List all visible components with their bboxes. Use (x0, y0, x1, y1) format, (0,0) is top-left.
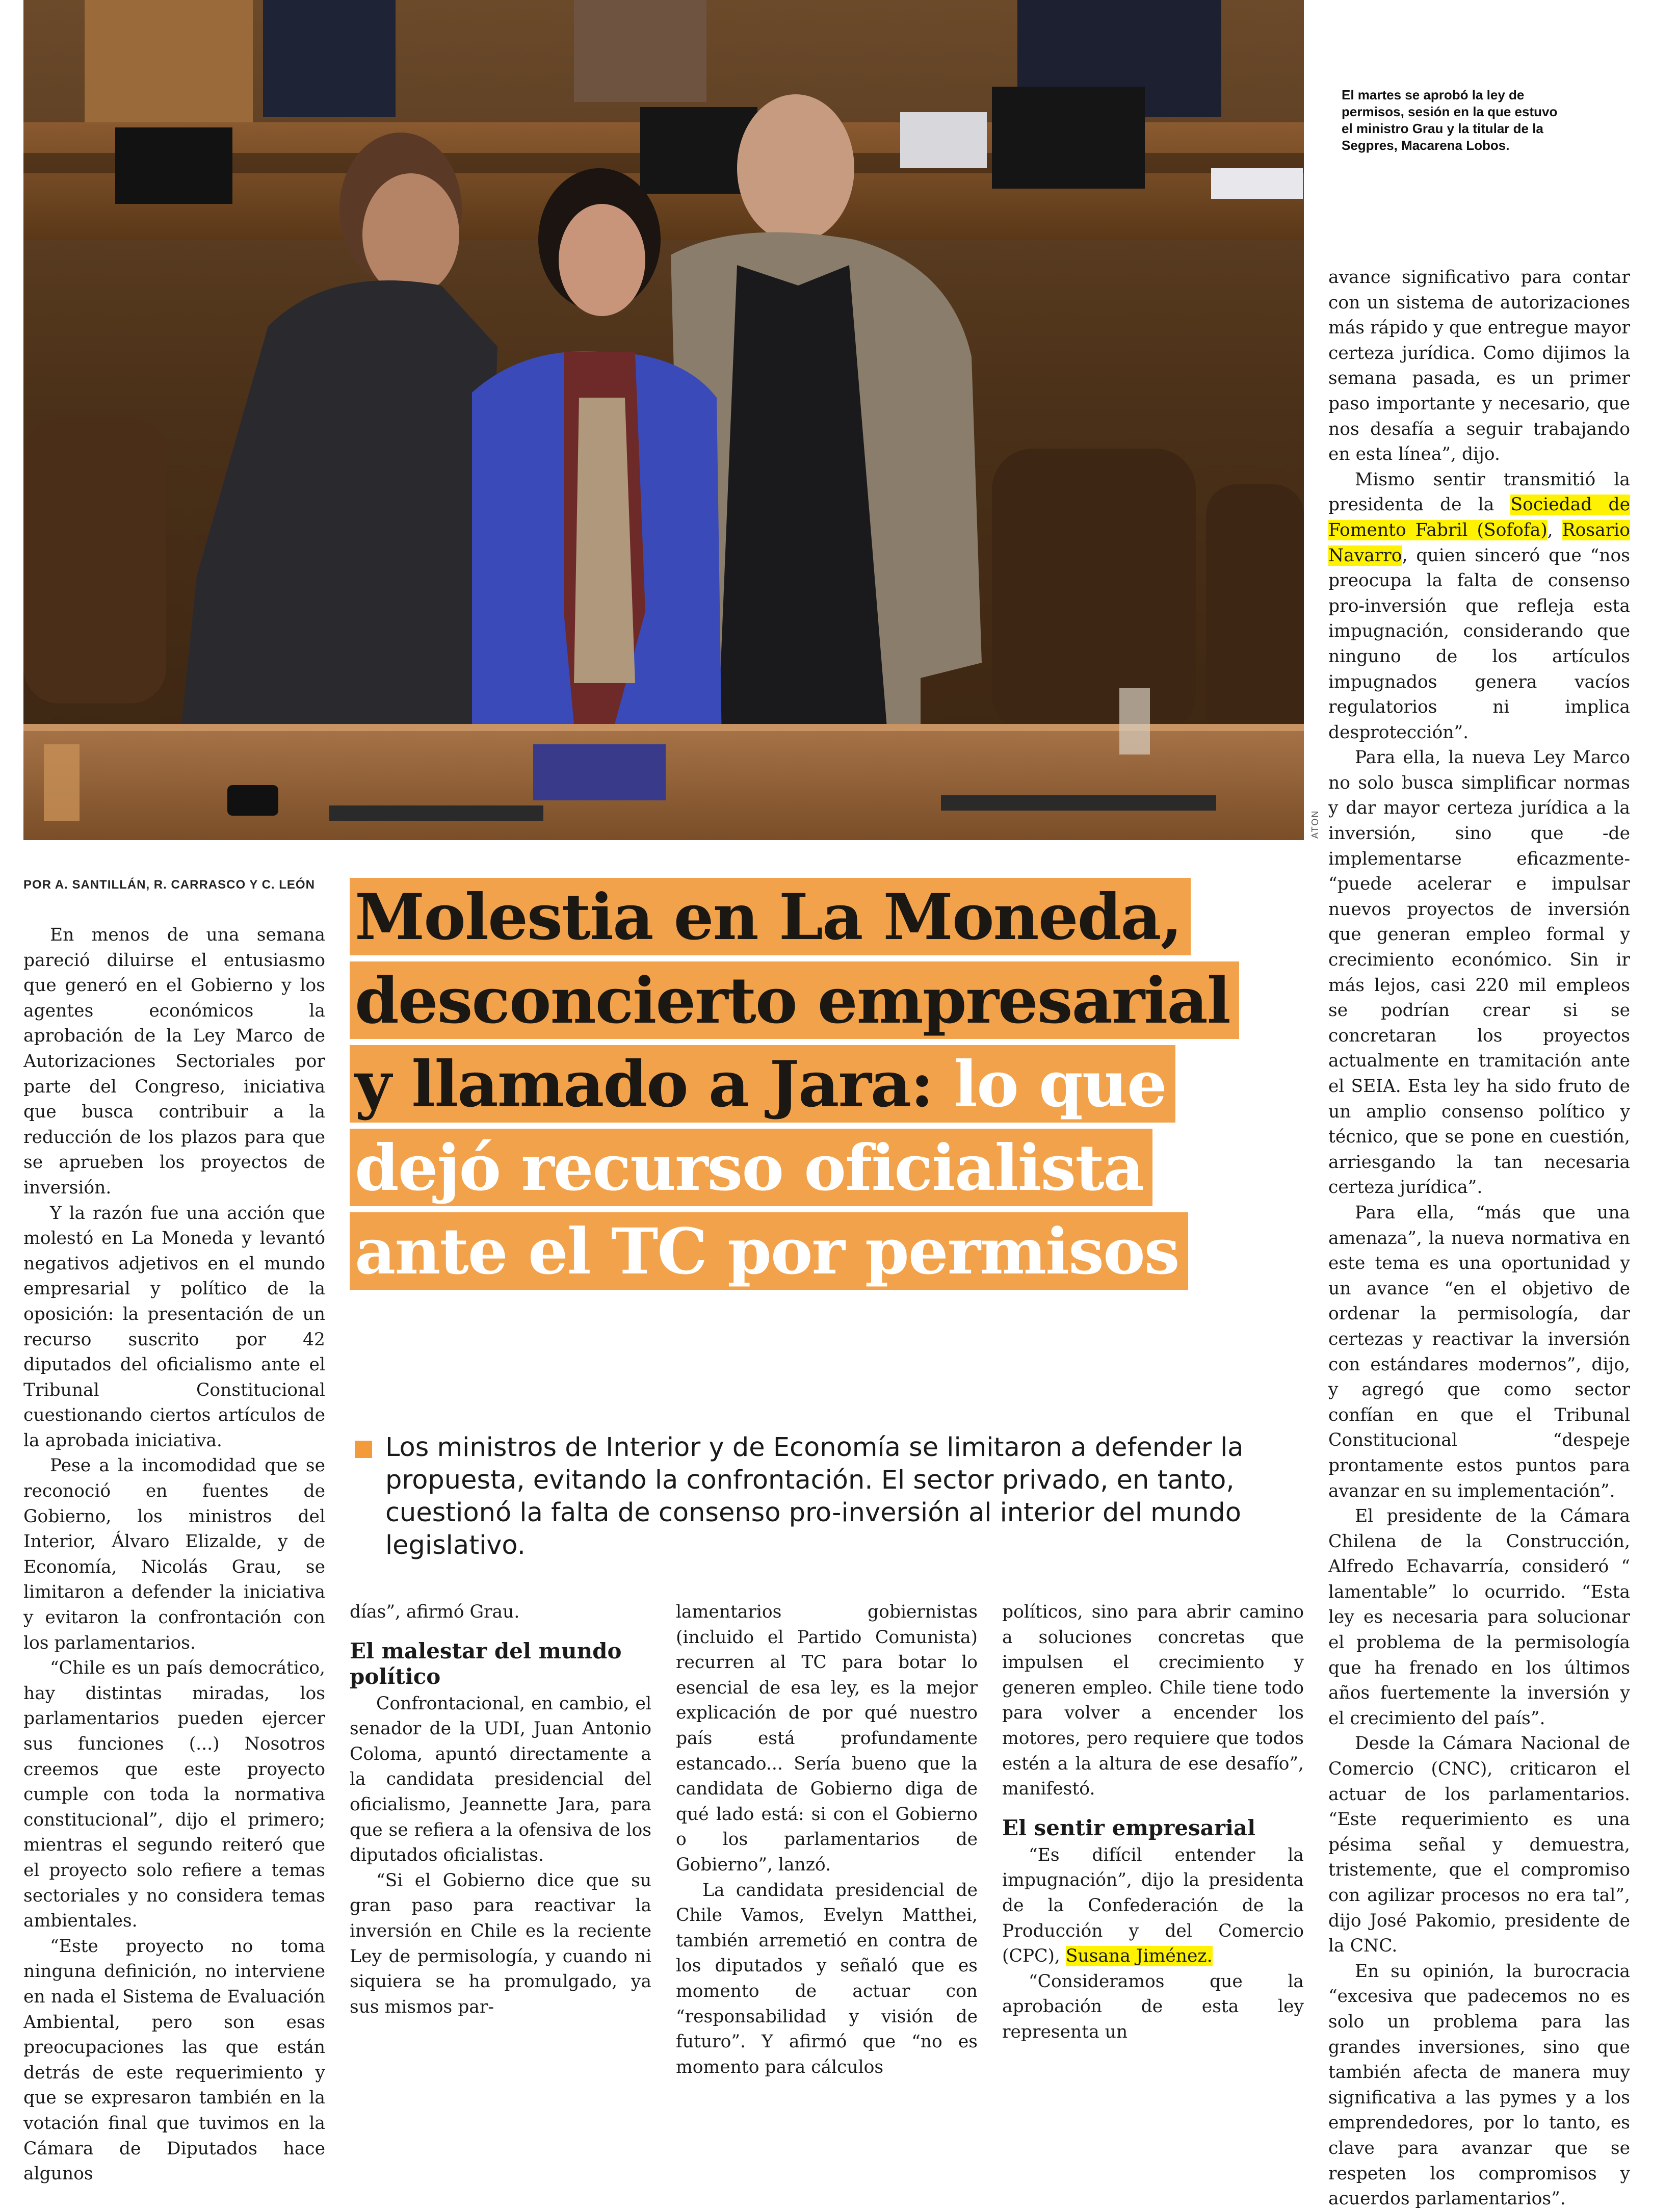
subheading-business: El sentir empresarial (1002, 1815, 1256, 1840)
subheading-political: El malestar del mundo político (350, 1638, 622, 1689)
headline-line-3-white: lo que (932, 1048, 1166, 1122)
deck (355, 1432, 1303, 1562)
paragraph: En menos de una semana pareció diluirse el entusiasmo que generó en el Gobierno y los agentes económicos la aprobación de la Ley Marco de Autorizaciones Sectoriales por parte del Congreso, iniciativa que busca contribuir a la reducción de los plazos para que se aprueben los proyectos de inversión. (23, 925, 325, 1198)
byline: POR A. SANTILLÁN, R. CARRASCO Y C. LEÓN (23, 878, 315, 892)
paragraph: Confrontacional, en cambio, el senador de la UDI, Juan Antonio Coloma, apuntó directamente a la candidata presidencial del oficialismo, Jeannette Jara, para que se refiera a la ofensiva de los diputados oficialistas. (350, 1693, 651, 1866)
paragraph: “Chile es un país democrático, hay distintas miradas, los parlamentarios pueden ejercer sus funciones (...) Nosotros creemos que este proyecto cumple con toda la normativa constitucional”, dijo el primero; mientras el segundo reiteró que el proyecto solo refiere a temas sectoriales y no considera temas ambientales. (23, 1658, 325, 1932)
headline-line-1: Molestia en La Moneda, (350, 878, 1191, 955)
photo-credit: ATON (1310, 810, 1320, 839)
text-run: , quien sinceró que “nos preocupa la falta de consenso pro-inversión que refleja esta impugnación, considerando que ninguno de los artículos impugnados genera vacíos regulatorios ni implica desprotección”. (1328, 545, 1630, 743)
paragraph (1328, 467, 1630, 746)
body-column-3 (676, 1600, 978, 2080)
headline-line-3-dark: y llamado a Jara: (355, 1048, 933, 1122)
paragraph: “Este proyecto no toma ninguna definición, no interviene en nada el Sistema de Evaluación Ambiental, pero son esas preocupaciones las que están detrás de este requerimiento y que se expresaron también en la votación final que tuvimos en la Cámara de Diputados hace algunos (23, 1936, 325, 2184)
body-column-4 (1002, 1600, 1304, 2045)
highlighted-name: Rosario Navarro (1328, 519, 1630, 566)
paragraph: días”, afirmó Grau. (350, 1602, 520, 1622)
paragraph: políticos, sino para abrir camino a soluciones concretas que impulsen el crecimiento y generen empleo. Chile tiene todo para volver a encender los motores, pero requiere que todos estén a la altura de ese desafío”, manifestó. (1002, 1602, 1304, 1800)
text-run: Mismo sentir transmitió la presidenta de la (1328, 469, 1630, 515)
paragraph: “Consideramos que la aprobación de esta ley representa un (1002, 1971, 1304, 2042)
body-column-1 (23, 923, 325, 2187)
paragraph: lamentarios gobiernistas (incluido el Partido Comunista) recurren al TC para botar lo esencial de esa ley, es la mejor explicación de por qué nuestro país está profundamente estancado... Sería bueno que la candidata de Gobierno diga de qué lado está: si con el Gobierno o los parlamentarios de Gobierno”, lanzó. (676, 1602, 978, 1875)
body-column-2 (350, 1600, 651, 2020)
paragraph: Y la razón fue una acción que molestó en La Moneda y levantó negativos adjetivos en el mundo empresarial y político de la oposición: la presentación de un recurso suscrito por 42 diputados del oficialismo ante el Tribunal Constitucional cuestionando ciertos artículos de la aprobada iniciativa. (23, 1203, 325, 1451)
headline-line-4: dejó recurso oficialista (350, 1129, 1152, 1206)
article-photo (23, 0, 1304, 840)
paragraph: En su opinión, la burocracia “excesiva que padecemos no es solo un problema para las grandes inversiones, sino que también afecta de manera muy significativa a las pymes y a los emprendedores, por lo tanto, es clave para avanzar que se respeten los compromisos y acuerdos parlamentarios”. (1328, 1961, 1630, 2209)
headline-line-2: desconcierto empresarial (350, 961, 1239, 1039)
paragraph: Desde la Cámara Nacional de Comercio (CNC), criticaron el actuar de los parlamentarios. “Este requerimiento es una pésima señal y demuestra, tristemente, que el compromiso con agilizar procesos no era tal”, dijo José Pakomio, presidente de la CNC. (1328, 1733, 1630, 1957)
text-run: “Es difícil entender la impugnación”, dijo la presidenta de la Confederación de la Producción y del Comercio (CPC), (1002, 1844, 1304, 1967)
body-column-5 (1328, 265, 1630, 2212)
highlighted-name: Susana Jiménez. (1065, 1946, 1213, 1967)
paragraph: avance significativo para contar con un sistema de autorizaciones más rápido y que entregue mayor certeza jurídica. Como dijimos la semana pasada, es un primer paso importante y necesario, que nos desafía a seguir trabajando en esta línea”, dijo. (1328, 267, 1630, 465)
headline-line-5: ante el TC por permisos (350, 1212, 1188, 1290)
paragraph: La candidata presidencial de Chile Vamos, Evelyn Matthei, también arremetió en contra de los diputados y señaló que es momento de actuar con “responsabilidad y visión de futuro”. Y afirmó que “no es momento para cálculos (676, 1880, 978, 2077)
paragraph: Pese a la incomodidad que se reconoció en fuentes de Gobierno, los ministros del Interior, Álvaro Elizalde, y de Economía, Nicolás Grau, se limitaron a defender la iniciativa y evitaron la confrontación con los parlamentarios. (23, 1455, 325, 1653)
text-run: , (1547, 519, 1562, 540)
paragraph: Para ella, “más que una amenaza”, la nueva normativa en este tema es una oportunidad y un avance “en el objetivo de ordenar la permisología, dar certezas y reactivar la inversión con estándares modernos”, dijo, y agregó que como sector confían en que el Tribunal Constitucional “despeje prontamente estos puntos para avanzar en su implementación”. (1328, 1202, 1630, 1501)
photo-caption: El martes se aprobó la ley de permisos, sesión en la que estuvo el ministro Grau y la titular de la Segpres, Macarena Lobos. (1342, 87, 1558, 153)
headline (350, 878, 1308, 1296)
deck-square-icon (355, 1441, 372, 1458)
paragraph: Para ella, la nueva Ley Marco no solo busca simplificar normas y dar mayor certeza jurídica a la inversión, sino que -de implementarse eficazmente- “puede acelerar e impulsar nuevos proyectos de inversión que generan empleo formal y crecimiento económico. Sin ir más lejos, casi 220 mil empleos se podrían crear si se concretaran los proyectos actualmente en tramitación ante el SEIA. Esta ley ha sido fruto de un amplio consenso político y técnico, que se pone en cuestión, arriesgando la tan necesaria certeza jurídica”. (1328, 747, 1630, 1198)
paragraph: “Si el Gobierno dice que su gran paso para reactivar la inversión en Chile es la reciente Ley de permisología, y cuando ni siquiera se ha promulgado, ya sus mismos par- (350, 1870, 651, 2017)
deck-text: Los ministros de Interior y de Economía se limitaron a defender la propuesta, evitando la confrontación. El sector privado, en tanto, cuestionó la falta de consenso pro-inversión al interior del mundo legislativo. (385, 1433, 1244, 1560)
paragraph: El presidente de la Cámara Chilena de la Construcción, Alfredo Echavarría, consideró “ lamentable” lo ocurrido. “Esta ley es necesaria para solucionar el problema de la permisología que ha frenado en los últimos años fuertemente la inversión y el crecimiento del país”. (1328, 1506, 1630, 1729)
headline-line-3 (350, 1045, 1175, 1123)
paragraph (1002, 1843, 1304, 1969)
highlighted-organization: Sociedad de Fomento Fabril (Sofofa) (1328, 495, 1631, 540)
